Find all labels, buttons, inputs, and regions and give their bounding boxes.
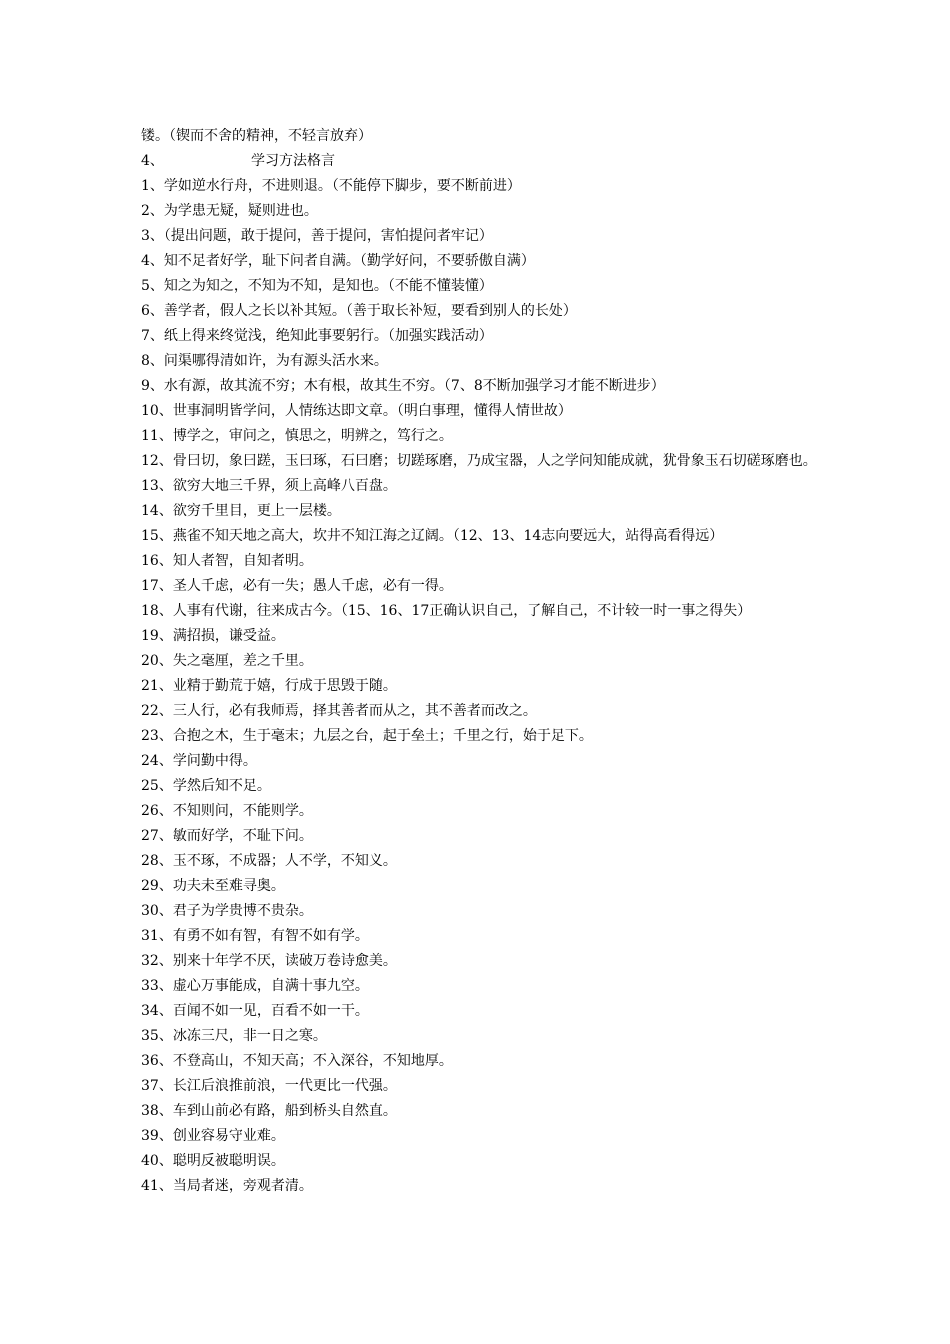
maxim-item: 38、车到山前必有路，船到桥头自然直。: [141, 1103, 397, 1119]
maxim-item: 11、博学之，审问之，慎思之，明辨之，笃行之。: [141, 428, 453, 444]
maxim-item: 28、玉不琢，不成器；人不学，不知义。: [141, 853, 397, 869]
document-body: [141, 124, 821, 1199]
maxim-item: 41、当局者迷，旁观者清。: [141, 1178, 313, 1194]
maxim-item: 5、知之为知之，不知为不知，是知也。（不能不懂装懂）: [141, 278, 493, 294]
section-number: 4、: [141, 153, 164, 169]
maxim-item: 10、世事洞明皆学问，人情练达即文章。（明白事理，懂得人情世故）: [141, 403, 572, 419]
maxim-item: 25、学然后知不足。: [141, 778, 271, 794]
maxim-item: 18、人事有代谢，往来成古今。（15、16、17正确认识自己，了解自己，不计较一时一事之得失）: [141, 603, 752, 619]
maxim-item: 19、满招损，谦受益。: [141, 628, 285, 644]
maxim-item: 17、圣人千虑，必有一失；愚人千虑，必有一得。: [141, 578, 453, 594]
maxim-item: 35、冰冻三尺，非一日之寒。: [141, 1028, 327, 1044]
maxim-item: 16、知人者智，自知者明。: [141, 553, 313, 569]
maxim-item: 3、（提出问题，敢于提问，善于提问，害怕提问者牢记）: [141, 228, 493, 244]
maxim-item: 21、业精于勤荒于嬉，行成于思毁于随。: [141, 678, 397, 694]
maxim-item: 33、虚心万事能成，自满十事九空。: [141, 978, 369, 994]
maxim-item: 12、骨曰切，象曰蹉，玉曰琢，石曰磨；切蹉琢磨，乃成宝器，人之学问知能成就，犹骨象玉石切磋琢磨也。: [141, 453, 817, 469]
maxim-list: [141, 174, 821, 1199]
maxim-item: 37、长江后浪推前浪，一代更比一代强。: [141, 1078, 397, 1094]
maxim-item: 2、为学患无疑，疑则进也。: [141, 203, 318, 219]
maxim-item: 14、欲穷千里目，更上一层楼。: [141, 503, 341, 519]
maxim-item: 31、有勇不如有智，有智不如有学。: [141, 928, 369, 944]
maxim-item: 34、百闻不如一见，百看不如一干。: [141, 1003, 369, 1019]
maxim-item: 1、学如逆水行舟，不进则退。（不能停下脚步，要不断前进）: [141, 178, 521, 194]
maxim-item: 40、聪明反被聪明误。: [141, 1153, 285, 1169]
maxim-item: 26、不知则问，不能则学。: [141, 803, 313, 819]
maxim-item: 27、敏而好学，不耻下问。: [141, 828, 313, 844]
section-heading: [141, 149, 821, 174]
maxim-item: 36、不登高山，不知天高；不入深谷，不知地厚。: [141, 1053, 453, 1069]
maxim-item: 15、燕雀不知天地之高大，坎井不知江海之辽阔。（12、13、14志向要远大，站得高看得远）: [141, 528, 724, 544]
continuation-line: 镂。（锲而不舍的精神，不轻言放弃）: [141, 128, 372, 144]
maxim-item: 32、别来十年学不厌，读破万卷诗愈美。: [141, 953, 397, 969]
maxim-item: 6、善学者，假人之长以补其短。（善于取长补短，要看到别人的长处）: [141, 303, 577, 319]
maxim-item: 39、创业容易守业难。: [141, 1128, 285, 1144]
maxim-item: 8、问渠哪得清如许，为有源头活水来。: [141, 353, 388, 369]
maxim-item: 22、三人行，必有我师焉，择其善者而从之，其不善者而改之。: [141, 703, 537, 719]
maxim-item: 9、水有源，故其流不穷；木有根，故其生不穷。（7、8不断加强学习才能不断进步）: [141, 378, 665, 394]
section-title: 学习方法格言: [251, 153, 335, 169]
maxim-item: 24、学问勤中得。: [141, 753, 257, 769]
maxim-item: 4、知不足者好学，耻下问者自满。（勤学好问，不要骄傲自满）: [141, 253, 535, 269]
maxim-item: 23、合抱之木，生于毫末；九层之台，起于垒土；千里之行，始于足下。: [141, 728, 593, 744]
maxim-item: 20、失之毫厘，差之千里。: [141, 653, 313, 669]
maxim-item: 7、纸上得来终觉浅，绝知此事要躬行。（加强实践活动）: [141, 328, 493, 344]
maxim-item: 13、欲穷大地三千界，须上高峰八百盘。: [141, 478, 397, 494]
maxim-item: 29、功夫未至难寻奥。: [141, 878, 285, 894]
maxim-item: 30、君子为学贵博不贵杂。: [141, 903, 313, 919]
